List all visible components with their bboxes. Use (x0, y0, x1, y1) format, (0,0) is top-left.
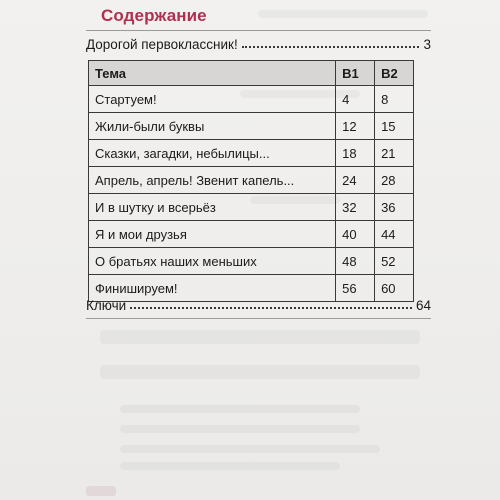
show-through-line (100, 330, 420, 344)
v2-page-cell: 60 (375, 275, 414, 302)
show-through-line (100, 365, 420, 379)
page-title: Содержание (101, 6, 207, 25)
v1-page-cell: 18 (336, 140, 375, 167)
topic-cell: Жили-были буквы (89, 113, 336, 140)
column-header-topic: Тема (89, 61, 336, 86)
v1-page-cell: 48 (336, 248, 375, 275)
v2-page-cell: 21 (375, 140, 414, 167)
v1-page-cell: 32 (336, 194, 375, 221)
table-row (89, 221, 414, 248)
table-row (89, 86, 414, 113)
v1-page-cell: 4 (336, 86, 375, 113)
topic-cell: Финишируем! (89, 275, 336, 302)
dot-leader (130, 307, 412, 309)
toc-entry-label: Дорогой первоклассник! (86, 37, 238, 52)
toc-entry-page: 64 (415, 298, 431, 313)
v1-page-cell: 40 (336, 221, 375, 248)
show-through-line (120, 445, 380, 453)
table-row (89, 167, 414, 194)
v2-page-cell: 15 (375, 113, 414, 140)
v2-page-cell: 8 (375, 86, 414, 113)
show-through-line (120, 425, 360, 433)
toc-entry-intro (86, 32, 431, 52)
v2-page-cell: 36 (375, 194, 414, 221)
contents-table (88, 60, 414, 302)
show-through-line (120, 462, 340, 470)
show-through-line (120, 405, 360, 413)
v1-page-cell: 24 (336, 167, 375, 194)
toc-entry-keys (86, 293, 431, 313)
v1-page-cell: 56 (336, 275, 375, 302)
v2-page-cell: 52 (375, 248, 414, 275)
topic-cell: Сказки, загадки, небылицы... (89, 140, 336, 167)
topic-cell: Я и мои друзья (89, 221, 336, 248)
topic-cell: О братьях наших меньших (89, 248, 336, 275)
table-row (89, 248, 414, 275)
v2-page-cell: 28 (375, 167, 414, 194)
v1-page-cell: 12 (336, 113, 375, 140)
table-header-row (89, 61, 414, 86)
column-header-v2: В2 (375, 61, 414, 86)
toc-entry-label: Ключи (86, 298, 127, 313)
v2-page-cell: 44 (375, 221, 414, 248)
column-header-v1: В1 (336, 61, 375, 86)
title-divider (86, 30, 431, 31)
table-row (89, 113, 414, 140)
bottom-divider (86, 318, 431, 319)
topic-cell: Апрель, апрель! Звенит капель... (89, 167, 336, 194)
table-row (89, 194, 414, 221)
table-row (89, 140, 414, 167)
dot-leader (242, 46, 420, 48)
topic-cell: И в шутку и всерьёз (89, 194, 336, 221)
topic-cell: Стартуем! (89, 86, 336, 113)
show-through-line (258, 10, 428, 18)
page-corner-mark (86, 486, 116, 496)
toc-entry-page: 3 (423, 37, 431, 52)
